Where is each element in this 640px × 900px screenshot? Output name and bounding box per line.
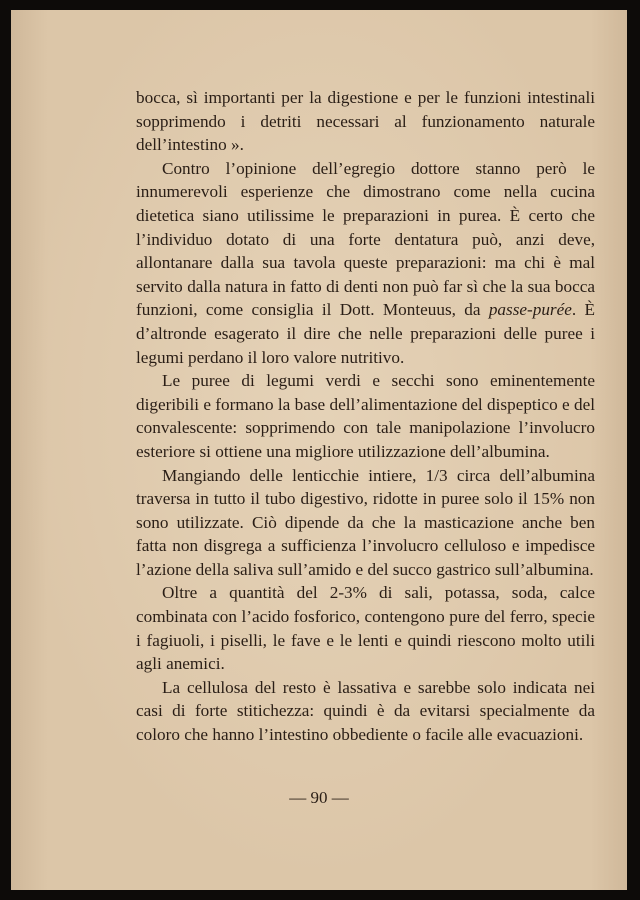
book-page xyxy=(11,10,627,890)
paragraph-2-text-a: Contro l’opinione dell’egregio dottore stanno però le innumerevoli esperienze che dimostrano come nella cucina dietetica siano utilissime le preparazioni in purea. È certo che l’individuo dotato di una forte dentatura può, anzi deve, allontanare dalla sua tavola queste preparazioni: ma chi è mal servito dalla natura in fatto di denti non può far sì che la sua bocca funzioni, come consiglia il Dott. Monteuus, da xyxy=(136,158,595,320)
paragraph-6 xyxy=(136,676,595,747)
paragraph-1-text: bocca, sì importanti per la digestione e per le funzioni intestinali sopprimendo i detriti necessari al funzionamento naturale dell’intestino ». xyxy=(136,88,595,155)
paragraph-3 xyxy=(136,369,595,463)
paragraph-2-text-b: . È d’altronde esagerato il dire che nelle preparazioni delle puree i legumi perdano il loro valore nutritivo. xyxy=(136,300,595,367)
paragraph-5 xyxy=(136,581,595,675)
body-text xyxy=(136,86,595,747)
paragraph-4 xyxy=(136,464,595,582)
paragraph-2 xyxy=(136,157,595,369)
paragraph-4-text: Mangiando delle lenticchie intiere, 1/3 circa dell’albumina traversa in tutto il tubo digestivo, ridotte in puree solo il 15% non sono utilizzate. Ciò dipende da che la masticazione anche ben fatta non disgrega a sufficienza l’involucro celluloso e impedisce l’azione della saliva sull’amido e del succo gastrico sull’albumina. xyxy=(136,465,595,579)
paragraph-3-text: Le puree di legumi verdi e secchi sono eminentemente digeribili e formano la base dell’alimentazione del dispeptico e del convalescente: sopprimendo con tale manipolazione l’involucro esteriore si ottiene una migliore utilizzazione dell’albumina. xyxy=(136,371,595,461)
paragraph-1 xyxy=(136,86,595,157)
paragraph-2-italic-term: passe-purée xyxy=(488,300,572,320)
paragraph-5-text: Oltre a quantità del 2-3% di sali, potassa, soda, calce combinata con l’acido fosforico, contengono pure del ferro, specie i fagiuoli, i piselli, le fave e le lenti e quindi riescono molto utili agli anemici. xyxy=(136,583,595,674)
page-number: — 90 — xyxy=(289,788,349,807)
paragraph-6-text: La cellulosa del resto è lassativa e sarebbe solo indicata nei casi di forte stitichezza: quindi è da evitarsi specialmente da coloro che hanno l’intestino obbediente o facile alle evacuazioni. xyxy=(136,677,595,745)
